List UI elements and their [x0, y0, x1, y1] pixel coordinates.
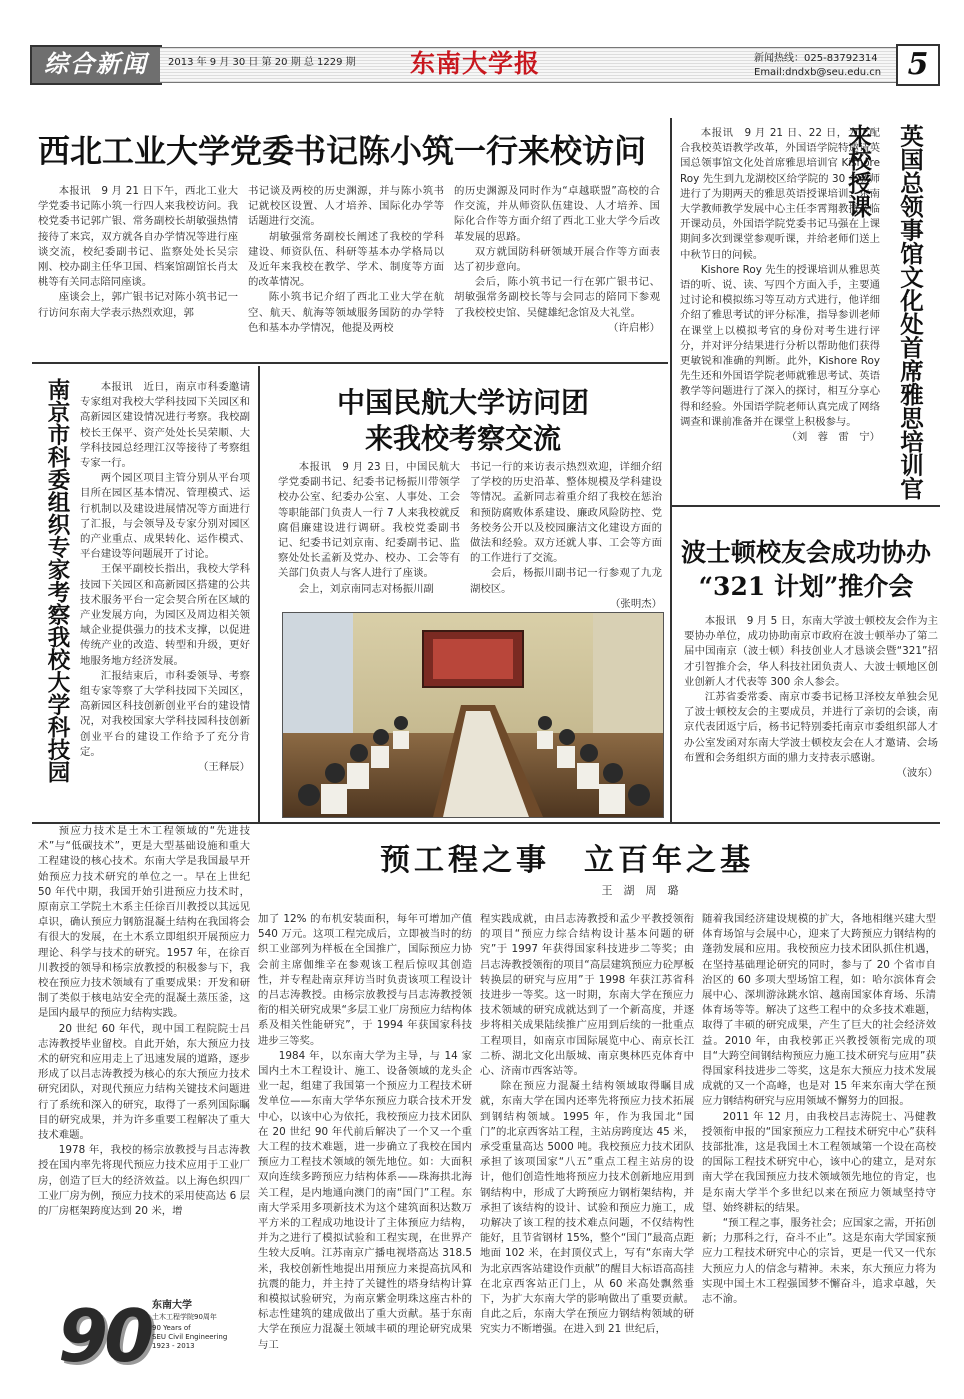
art3-p2: 两个园区项目主管分别从平台项目所在园区基本情况、管理模式、运行机制以及建设进展情况等方面进行了汇报，与会领导及专家分别对园区的产业重点、成果转化、运作模式、平台建设等问题展开了讨论。: [80, 472, 250, 561]
art4-p3: 书记一行的来访表示热烈欢迎，详细介绍了学校的历史沿革、整体规模及学科建设等情况。孟新同志着重介绍了我校在惩治和预防腐败体系建设、廉政风险防控、党务校务公开以及校园廉洁文化建设方面的做法和经验。双方还就人事、工会等方面的工作进行了交流。: [470, 461, 662, 565]
art4-title-line1: 中国民航大学访问团: [336, 386, 589, 419]
art5-title-line2: “321 计划”推介会: [698, 572, 914, 601]
art3-title: 南京市科委组织专家考察我校大学科技园: [44, 378, 70, 783]
art1-p1: 本报讯 9 月 21 日下午，西北工业大学党委书记陈小筑一行四人来我校访问。我校党委书记郭广银、常务副校长胡敏强热情接待了来宾，双方就各自办学情况等进行座谈交流，校纪委副书记、监察处处长吴宗刚、校办副主任华卫国、档案馆副馆长肖太桃等有关同志陪同座谈。: [38, 185, 238, 289]
feature-col1: [38, 824, 250, 1218]
hotline: 新闻热线：025-83792314: [754, 53, 878, 64]
feature-p10: “预工程之事，服务社会；应国家之需，开拓创新；力那科之行，奋斗不止”。这是东南大学国家预应力工程技术研究中心的宗旨，更是一代又一代东大预应力人的信念与精神。未来，东大预应力将为实现中国土木工程强国梦不懈奋斗，追求卓越，矢志不渝。: [702, 1217, 936, 1306]
art3-p1: 本报讯 近日，南京市科委邀请专家组对我校大学科技园下关园区和高新园区建设情况进行考察。我校副校长王保平、资产处处长吴荣顺、大学科技园总经理江汉等接待了考察组专家一行。: [80, 381, 250, 470]
rule-art1-bottom: [32, 362, 668, 364]
art5-p1: 本报讯 9 月 5 日，东南大学波士顿校友会作为主要协办单位，成功协助南京市政府在波士顿举办了第二届中国南京（波士顿）科技创业人才恳谈会暨“321”招才引智推介会，华人科技社团负责人、大波士顿地区创业创新人才代表等 300 余人参会。: [684, 615, 938, 688]
anniv-line2: 土木工程学院90周年: [152, 1313, 217, 1321]
anniv-line1: 东南大学: [152, 1300, 192, 1311]
feature-col2: [258, 912, 472, 1382]
art5-title-line1: 波士顿校友会成功协办: [680, 538, 931, 567]
art1-col2: [248, 184, 444, 354]
art3-p3: 王保平副校长指出，我校大学科技园下关园区和高新园区搭建的公共技术服务平台一定会契合所在区域的产业发展方向，为园区及周边相关领域企业提供强力的技术支撑，以促进传统产业的改造、转型和升级，更好地服务地方经济发展。: [80, 563, 250, 667]
feature-p4: 加了 12% 的布机安装面积，每年可增加产值 540 万元。这项工程完成后，立即被当时的纺织工业部列为样板在全国推广，国际预应力协会前主席伽维辛在参观该工程后惊叹其创造性，并专程赴南京拜访当时负责该项工程设计的吕志涛教授。由杨宗放教授与吕志涛教授领衔的相关研究成果“多层工业厂房预应力结构体系及相关性能研究”，于 1994 年获国家科技进步三等奖。: [258, 913, 472, 1047]
rule-left-col: [258, 366, 260, 823]
anniversary-digits: 90: [58, 1294, 151, 1378]
anniversary-logo: [58, 1296, 248, 1376]
feature-p1: 预应力技术是土木工程领域的“先进技术”与“低碳技术”，更是大型基础设施和重大工程建设的核心技术。东南大学是我国最早开始预应力技术研究的单位之一。早在上世纪 50 年代中期，我国开始引进预应力技术时，原南京工学院土木系主任徐百川教授以其远见卓识，确认预应力钢筋混凝土结构在我国将会有很大的发展，在土木系立即组织开展预应力理论、科学与技术的研究。1957 年，在徐百川教授的领导和杨宗放教授的积极参与下，我校在预应力技术领域有了重要成果：开发和研制了类似于核电站安全壳的混凝土蒸压釜，这是国内最早的预应力结构实践。: [38, 825, 250, 1020]
art5-col: [684, 614, 938, 814]
art4-photo: [282, 612, 664, 818]
art4-p1: 本报讯 9 月 23 日，中国民航大学党委副书记、纪委书记杨振川带领学校办公室、纪委办公室、人事处、工会等职能部门负责人一行 7 人来我校就反腐倡廉建设进行调研。我校党委副书记、纪委书记刘京南、纪委副书记、监察处处长孟新及党办、校办、工会等有关部门负责人与客人进行了座谈。: [278, 461, 460, 580]
art4-p4: 会后，杨振川副书记一行参观了九龙湖校区。: [470, 567, 662, 595]
feature-p9: 2011 年 12 月，由我校吕志涛院士、冯健教授领衔申报的“国家预应力工程技术研究中心”获科技部批准，这是我国土木工程领域第一个设在高校的国际工程技术研究中心，该中心的建立，是对东南大学在我国预应力技术领域领先地位的肯定，也是东南大学半个多世纪以来在预应力领域坚持守望、始终耕耘的结果。: [702, 1110, 936, 1214]
anniv-line4: SEU Civil Engineering: [152, 1333, 228, 1341]
feature-p6: 程实践成就，由吕志涛教授和孟少平教授领衔的项目“预应力综合结构设计基本问题的研究”于 1997 年获得国家科技进步二等奖；由吕志涛教授领衔的项目“高层建筑预应力砼厚板转换层的研究与应用”于 1998 年获江苏省科技进步一等奖。这一时期，东南大学在预应力技术领域的研究成就达到了一个新高度，并逐步将相关成果陆续推广应用到后续的一批重点工程项目，如南京市国际展览中心、南京长江二桥、湖北文化出版城、南京奥林匹克体育中心、济南市西客站等。: [480, 913, 694, 1078]
art2-title: 英国总领事馆文化处首席雅思培训官来校授课: [844, 124, 924, 500]
art1-byline: （许启彬）: [608, 321, 660, 334]
art2-p1: 本报讯 9 月 21 日、22 日，为了配合我校英语教学改革，外国语学院特邀请英国总领事馆文化处首席雅思培训官 Kishore Roy 先生到九龙湖校区给学院的 30 名教师进行了为期两天的雅思英语授课培训。东南大学教师教学发展中心主任李霄翔教授莅临开课动员，外国语学院党委书记马强在上课期间多次到课堂参观听课，并给老师们送上中秋节日的问候。: [680, 127, 880, 261]
art1-p2: 座谈会上，郭广银书记对陈小筑书记一行访问东南大学表示热烈欢迎，郭: [38, 291, 238, 319]
art1-p7: 双方就国防科研领域开展合作等方面表达了初步意向。: [454, 245, 660, 274]
rule-art2-bottom: [670, 505, 940, 507]
email: Email:dndxb@seu.edu.cn: [754, 67, 882, 78]
feature-col3: [480, 912, 694, 1382]
art1-col1: [38, 184, 238, 354]
feature-p5: 1984 年，以东南大学为主导，与 14 家国内土木工程设计、施工、设备领域的龙头企业一起，组建了我国第一个预应力工程技术研发单位——东南大学华东预应力联合技术开发中心，以该中心为依托，我校预应力技术团队在 20 世纪 90 年代前后解决了一个又一个重大工程的技术难题，进一步确立了我校在国内预应力工程技术领域的领先地位。如：大面积双向连续多跨预应力结构体系——珠海拱北海关工程，是内地通向澳门的南“国门”工程。东南大学采用多项新技术为这个建筑面积达数万平方米的工程成功地设计了主体预应力结构，并为之进行了模拟试验和工程实现，在世界产生较大反响。江苏南京广播电视塔高达 318.5 米，我校创新性地提出用预应力来提高抗风和抗震的能力，并主持了关键性的塔身结构计算和模拟试验研究，为南京紫金明珠这座古朴的标志性建筑的建成做出了重大贡献。基于东南大学在预应力混凝土领域丰硕的理论研究成果与工: [258, 1049, 472, 1351]
rule-right-col: [670, 118, 672, 823]
art2-p2: Kishore Roy 先生的授课培训从雅思英语的听、说、读、写四个方面入手，主要通过讨论和模拟练习等互动方式进行，他详细介绍了雅思考试的评分标准，指导参训老师在课堂上以模拟考官的身份对考生进行评分，并对评分结果进行分析以帮助他们获得更敏锐和准确的判断。此外，Kishore Roy 先生还和外国语学院老师就雅思考试、英语教学等问题进行了深入的探讨，相互分享心得和经验。外国语学院老师认真完成了网络调查和课前准备并在课堂上积极参与。: [680, 263, 880, 428]
art1-p3: 书记谈及两校的历史渊源，并与陈小筑书记就校区设置、人才培养、国际化办学等话题进行交流。: [248, 185, 444, 228]
art4-col2: [470, 460, 662, 610]
feature-p3: 1978 年，我校的杨宗放教授与吕志涛教授在国内率先将现代预应力技术应用于工业厂房，创造了巨大的经济效益。以上海色织四厂工业厂房为例，预应力技术的采用使高达 6 层的厂房框架跨度达到 20 米，增: [38, 1144, 250, 1218]
art5-byline: （波东）: [896, 767, 938, 780]
art3-byline: （王释辰）: [198, 761, 250, 774]
anniv-line3: 90 Years of: [152, 1324, 191, 1332]
art4-title-line2: 来我校考察交流: [364, 422, 561, 455]
feature-p7: 除在预应力混凝土结构领域取得瞩目成就，东南大学在国内还率先将预应力技术拓展到钢结构领域。1995 年，作为我国北“国门”的北京西客站工程，主站房跨度达 45 米，承受重量高达 5000 吨。我校预应力技术团队承担了该项国家“八五”重点工程主站房的设计，他们创造性地将预应力技术创新地应用到钢结构中，形成了大跨预应力钢桁架结构，并承担了该结构的设计、试验和预应力施工，成功解决了该工程的技术难点问题，不仅结构性能好，且节省钢材 15%，整个“国门”最高点距地面 102 米，在封顶仪式上，写有“东南大学为北京西客站建设作贡献”的醒目大标语高高挂在北京西客站正门上，从 60 米高处飘然垂下，为扩大东南大学的影响做出了重要贡献。自此之后，东南大学在预应力钢结构领域的研究实力不断增强。在进入到 21 世纪后，: [480, 1080, 694, 1336]
feature-p2: 20 世纪 60 年代，现中国工程院院士吕志涛教授毕业留校。自此开始，东大预应力技术的研究和应用走上了迅速发展的道路，逐步形成了以吕志涛教授为核心的东大预应力技术研究团队，对现代预应力结构关键技术问题进行了系统和深入的研究，取得了一系列国际瞩目的研究成果，并为许多重要工程解决了重大技术难题。: [38, 1022, 250, 1142]
art1-p4: 胡敏强常务副校长阐述了我校的学科建设、师资队伍、科研等基本办学格局以及近年来我校在教学、学术、制度等方面的改革情况。: [248, 230, 444, 289]
meeting-photo-icon: [283, 613, 663, 817]
art5-p2: 江苏省委常委、南京市委书记杨卫泽校友单独会见了波士顿校友会的主要成员，并进行了亲切的会谈，南京代表团返宁后，杨书记特别委托南京市委组织部人才办公室发函对东南大学波士顿校友会在人才邀请、会场布置和会务组织方面的鼎力支持表示感谢。: [684, 691, 938, 764]
feature-author: 王 湖 周 璐: [601, 884, 679, 897]
art1-col3: [454, 184, 660, 354]
art1-p6: 的历史渊源及同时作为“卓越联盟”高校的合作交流，并从师资队伍建设、人才培养、国际化合作等方面介绍了西北工业大学今后改革发展的思路。: [454, 185, 660, 243]
art3-p4: 汇报结束后，市科委领导、考察组专家等察了大学科技园下关园区，高新园区科技创新创业平台的建设情况，对我校国家大学科技园科技创新创业平台的建设工作给予了充分肯定。: [80, 669, 250, 758]
section-title: 综合新闻: [44, 50, 148, 78]
art1-p5: 陈小筑书记介绍了西北工业大学在航空、航天、航海等领域服务国防的办学特色和基本办学情况，他提及两校: [248, 291, 444, 334]
masthead: 东南大学报: [410, 49, 541, 78]
art4-p2: 会上，刘京南同志对杨振川副: [298, 582, 434, 595]
art1-p8: 会后，陈小筑书记一行在郭广银书记、胡敏强常务副校长等与会同志的陪同下参观了我校校史馆、吴健雄纪念馆及大礼堂。: [454, 276, 660, 319]
art4-byline: （张明杰）: [610, 597, 662, 610]
art2-byline: （刘 蓉 雷 宁）: [786, 431, 880, 444]
feature-title: 预工程之事 立百年之基: [380, 843, 754, 878]
issue-info: 2013 年 9 月 30 日 第 20 期 总 1229 期: [168, 57, 356, 68]
page-number: 5: [896, 44, 940, 86]
art3-col: [80, 380, 250, 820]
feature-col4: [702, 912, 936, 1382]
art4-col1: [278, 460, 460, 610]
anniv-line5: 1923 - 2013: [152, 1342, 195, 1350]
art1-title: 西北工业大学党委书记陈小筑一行来校访问: [38, 132, 647, 170]
feature-p8: 随着我国经济建设规模的扩大，各地相继兴建大型体育场馆与会展中心，迎来了大跨预应力钢结构的蓬勃发展和应用。我校预应力技术团队抓住机遇，在坚持基础理论研究的同时，参与了 20 个省市自治区的 60 多项大型场馆工程，如：哈尔滨体育会展中心、深圳游泳跳水馆、越南国家体育场、乐清体育场等等。解决了这些工程中的众多技术难题，取得了丰硕的研究成果，产生了巨大的社会经济效益。2010 年，由我校郭正兴教授领衔完成的项目“大跨空间钢结构预应力施工技术研究与应用”获得国家科技进步二等奖，这是东大预应力技术发展成就的又一个高峰，也是对 15 年来东南大学在预应力钢结构研究与应用领域不懈努力的回报。: [702, 913, 936, 1108]
